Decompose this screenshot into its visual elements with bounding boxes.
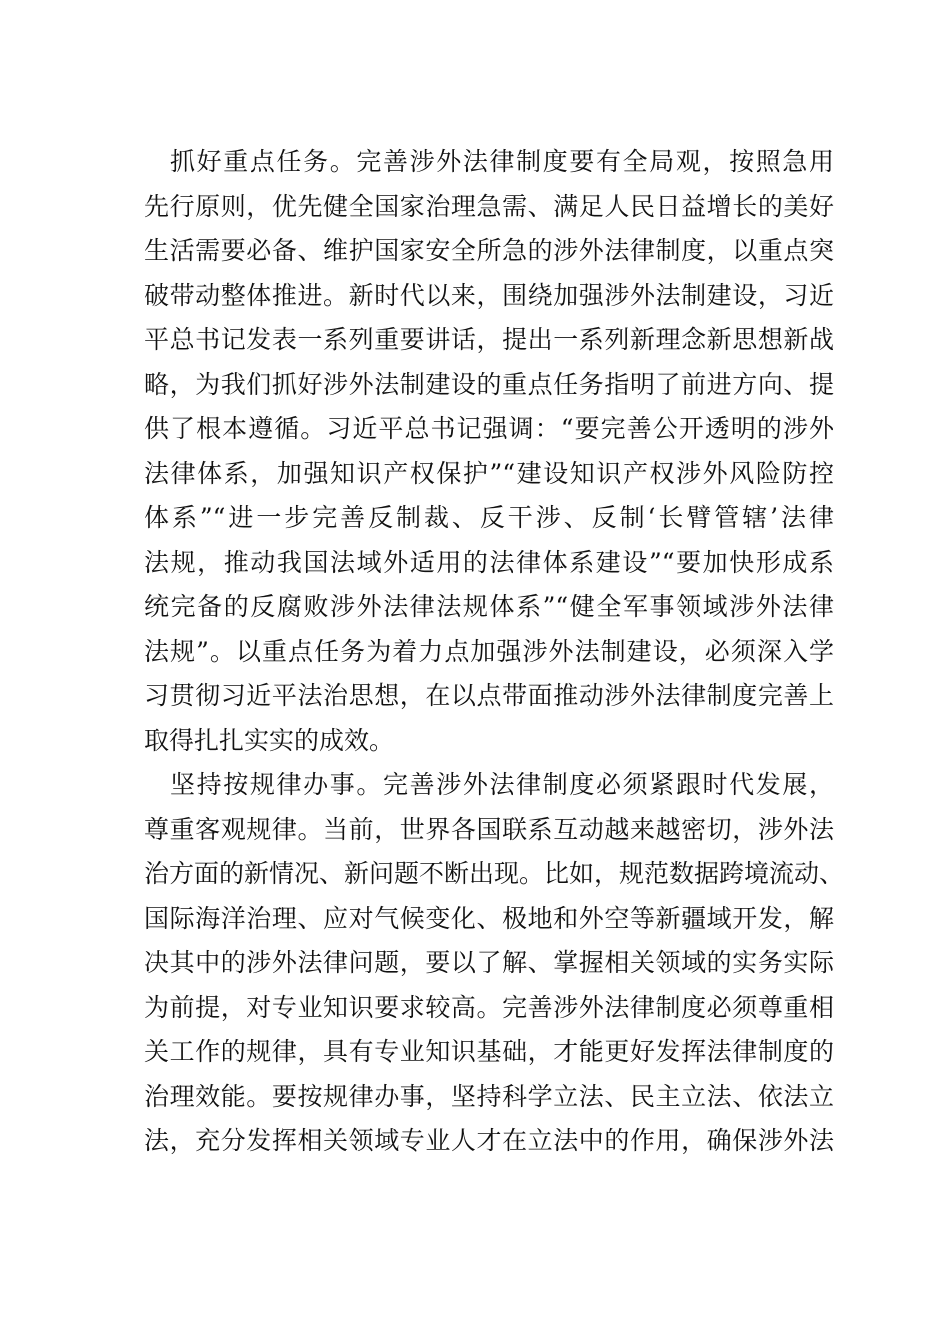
text-line: 法规”。以重点任务为着力点加强涉外法制建设，必须深入学 bbox=[144, 636, 834, 666]
document-body bbox=[144, 140, 845, 1164]
paragraph-key-tasks bbox=[144, 140, 834, 763]
text-line: 治方面的新情况、新问题不断出现。比如，规范数据跨境流动、 bbox=[144, 859, 845, 888]
text-line: 法，充分发挥相关领域专业人才在立法中的作用，确保涉外法 bbox=[144, 1126, 834, 1155]
text-line: 治理效能。要按规律办事，坚持科学立法、民主立法、依法立 bbox=[144, 1081, 834, 1111]
text-line: 关工作的规律，具有专业知识基础，才能更好发挥法律制度的 bbox=[144, 1037, 834, 1066]
text-line: 略，为我们抓好涉外法制建设的重点任务指明了前进方向、提 bbox=[144, 369, 834, 399]
text-line: 生活需要必备、维护国家安全所急的涉外法律制度，以重点突 bbox=[144, 236, 834, 265]
text-line: 平总书记发表一系列重要讲话，提出一系列新理念新思想新战 bbox=[144, 325, 834, 354]
text-line: 尊重客观规律。当前，世界各国联系互动越来越密切，涉外法 bbox=[144, 814, 834, 844]
text-line: 决其中的涉外法律问题，要以了解、掌握相关领域的实务实际 bbox=[144, 948, 834, 977]
text-line: 抓好重点任务。完善涉外法律制度要有全局观，按照急用 bbox=[170, 147, 834, 176]
text-line: 取得扎扎实实的成效。 bbox=[144, 725, 395, 755]
text-line: 破带动整体推进。新时代以来，围绕加强涉外法制建设，习近 bbox=[144, 280, 834, 310]
paragraph-follow-rules bbox=[144, 763, 845, 1164]
text-line: 先行原则，优先健全国家治理急需、满足人民日益增长的美好 bbox=[144, 191, 834, 221]
text-line: 习贯彻习近平法治思想，在以点带面推动涉外法律制度完善上 bbox=[144, 681, 834, 710]
text-line: 法规，推动我国法域外适用的法律体系建设”“要加快形成系 bbox=[144, 547, 834, 577]
text-line: 为前提，对专业知识要求较高。完善涉外法律制度必须尊重相 bbox=[144, 992, 834, 1022]
text-line: 供了根本遵循。习近平总书记强调：“要完善公开透明的涉外 bbox=[144, 414, 834, 443]
text-line: 体系”“进一步完善反制裁、反干涉、反制‘长臂管辖’法律 bbox=[144, 503, 834, 532]
text-line: 国际海洋治理、应对气候变化、极地和外空等新疆域开发，解 bbox=[144, 903, 834, 933]
text-line: 法律体系，加强知识产权保护”“建设知识产权涉外风险防控 bbox=[144, 458, 834, 488]
text-line: 统完备的反腐败涉外法律法规体系”“健全军事领域涉外法律 bbox=[144, 592, 834, 621]
text-line: 坚持按规律办事。完善涉外法律制度必须紧跟时代发展， bbox=[170, 770, 834, 799]
